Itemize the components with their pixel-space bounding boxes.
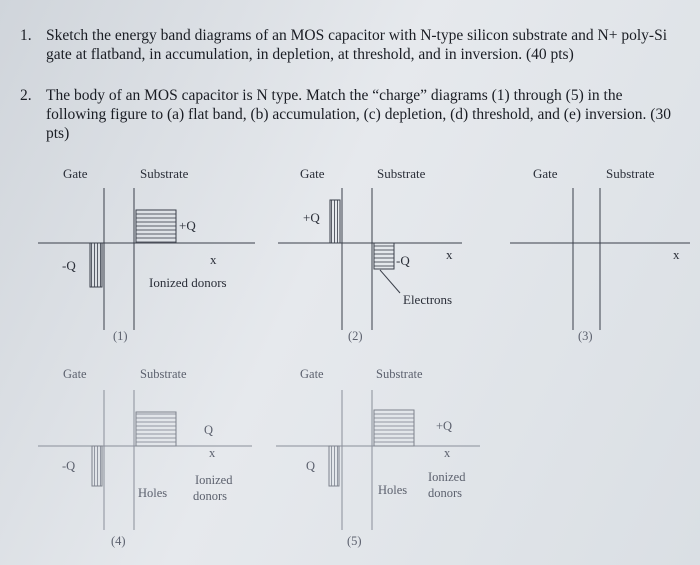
diagram-4-minus-q: -Q — [62, 459, 76, 473]
diagram-2-electrons-pointer — [380, 270, 400, 293]
diagram-5-number: (5) — [347, 534, 362, 548]
diagram-1-number: (1) — [113, 329, 128, 343]
diagram-3-substrate-label: Substrate — [606, 166, 655, 181]
question-1-number: 1. — [20, 27, 32, 44]
diagram-4-gate-label: Gate — [63, 367, 87, 381]
diagram-5-holes-label: Holes — [378, 483, 408, 497]
diagram-2-plus-q: +Q — [303, 210, 320, 225]
question-2-number: 2. — [20, 87, 32, 104]
diagram-5-minus-q: Q — [306, 459, 316, 473]
diagram-5-ionized-label: Ionized — [428, 470, 466, 484]
diagram-1-substrate-label: Substrate — [140, 166, 189, 181]
diagram-4-x-label: x — [209, 446, 216, 460]
diagram-4 — [38, 367, 252, 548]
diagram-2-number: (2) — [348, 329, 363, 343]
diagram-3-gate-label: Gate — [533, 166, 558, 181]
diagram-1-plus-q: +Q — [179, 218, 196, 233]
diagram-4-gate-charge — [92, 446, 102, 486]
question-1-text: Sketch the energy band diagrams of an MOS capacitor with N-type silicon substrate and N+ poly-Si gate at flatband, in accumulation, in depletion, at threshold, and in inversion. (40 pts) — [46, 27, 667, 63]
diagram-5-x-label: x — [444, 446, 451, 460]
diagram-3 — [510, 166, 690, 343]
diagram-2-electron-charge — [374, 243, 394, 269]
diagram-2 — [278, 166, 462, 343]
diagram-1-donor-charge — [136, 210, 176, 243]
diagram-1-gate-label: Gate — [63, 166, 88, 181]
diagram-3-number: (3) — [578, 329, 593, 343]
diagram-5 — [276, 367, 480, 548]
diagram-5-substrate-label: Substrate — [376, 367, 423, 381]
question-2-text: The body of an MOS capacitor is N type. Match the “charge” diagrams (1) through (5) in the following figure to (a) flat band, (b) accumulation, (c) depletion, (d) threshold, and (e) inversion. (30 pts) — [46, 87, 671, 142]
diagram-4-plus-q: Q — [204, 423, 214, 437]
diagram-4-ionized-label: Ionized — [195, 473, 233, 487]
diagram-5-plus-q: +Q — [436, 419, 453, 433]
diagram-4-donors-label: donors — [193, 489, 228, 503]
diagram-4-donor-charge — [136, 412, 176, 446]
diagram-1-x-label: x — [210, 252, 217, 267]
diagram-4-number: (4) — [111, 534, 126, 548]
diagram-3-x-label: x — [673, 247, 680, 262]
diagram-1 — [38, 166, 255, 343]
diagram-5-donor-charge — [374, 410, 414, 446]
diagram-2-gate-charge — [330, 200, 340, 243]
diagram-2-substrate-label: Substrate — [377, 166, 426, 181]
diagram-1-gate-charge — [90, 243, 102, 287]
diagram-4-holes-label: Holes — [138, 486, 168, 500]
diagram-1-minus-q: -Q — [62, 258, 76, 273]
diagram-2-minus-q: -Q — [396, 253, 410, 268]
diagram-5-gate-label: Gate — [300, 367, 324, 381]
diagram-1-ionized-donors: Ionized donors — [149, 275, 227, 290]
diagram-2-electrons-label: Electrons — [403, 292, 453, 307]
diagram-2-x-label: x — [446, 247, 453, 262]
diagram-2-gate-label: Gate — [300, 166, 325, 181]
diagram-5-gate-charge — [329, 446, 339, 486]
diagram-5-donors-label: donors — [428, 486, 463, 500]
diagram-4-substrate-label: Substrate — [140, 367, 187, 381]
